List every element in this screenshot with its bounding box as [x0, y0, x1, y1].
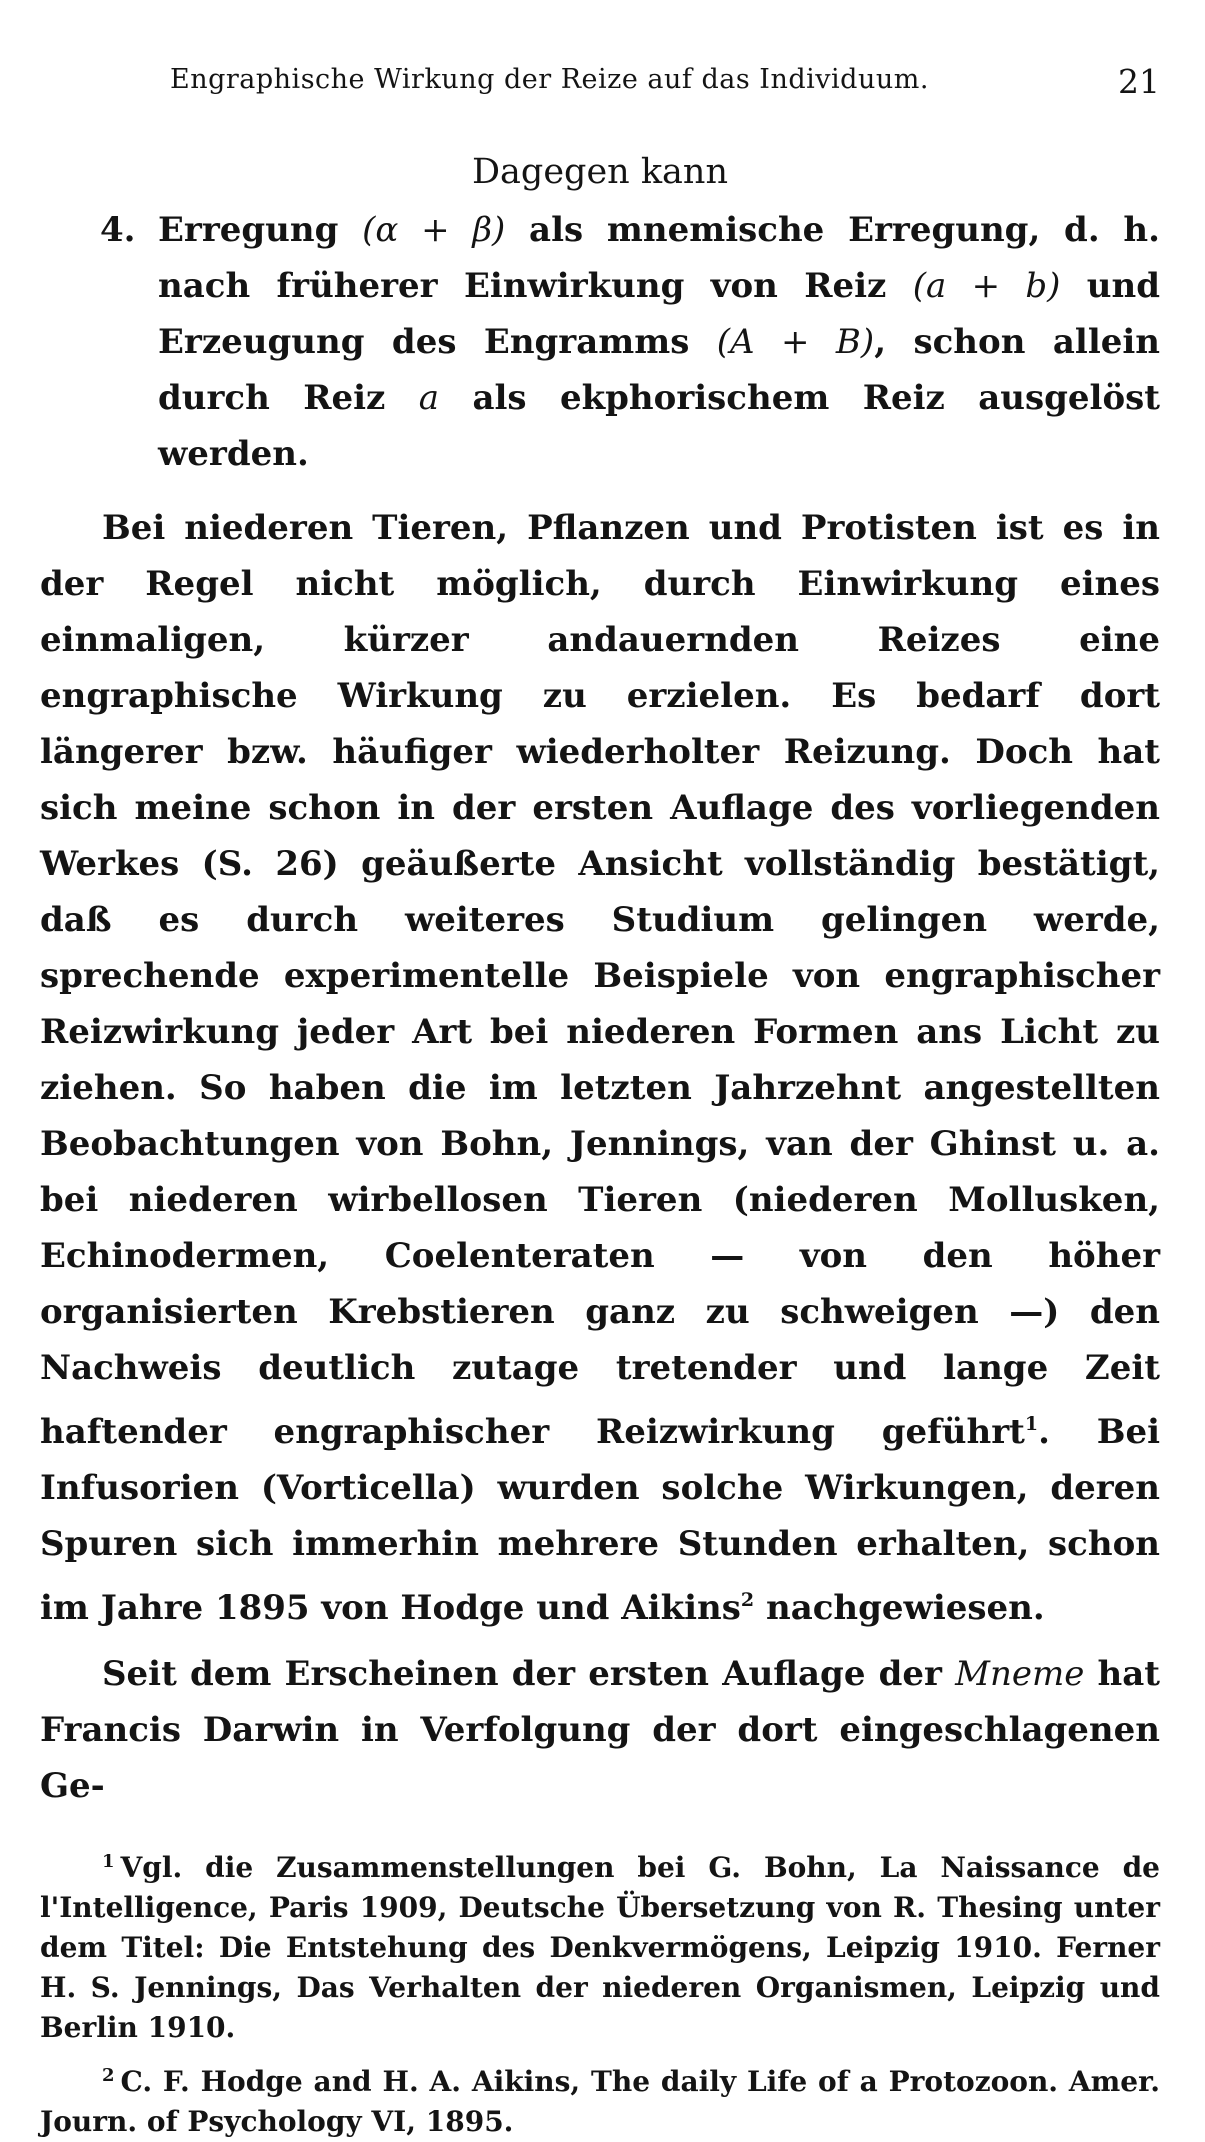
formula-excitation: (α + β): [362, 210, 506, 250]
item-number: 4.: [100, 210, 136, 250]
footnote-text: Vgl. die Zusammenstellungen bei G. Bohn, La Naissance de l'Intelligence, Paris 1909, Deutsche Übersetzung von R. Thesing unter dem Titel: Die Entstehung des Denkvermögens, Leipzig 1910. Ferner H. S. Jennings, Das Verhalten der niederen Organismen, Leipzig und Berlin 1910.: [40, 1851, 1160, 2044]
item-text: Erregung: [158, 210, 363, 250]
body-paragraph: [40, 500, 1160, 1636]
formula-stimulus-a: a: [418, 378, 440, 418]
item-text: als ekphorischem Reiz ausgelöst werden.: [158, 378, 1160, 474]
footnote: [40, 2056, 1160, 2142]
paragraph-text: Bei niederen Tieren, Pflanzen und Protisten ist es in der Regel nicht möglich, durch Einwirkung eines einmaligen, kürzer andauernden Reizes eine engraphische Wirkung zu erzielen. Es bedarf dort längerer bzw. häufiger wiederholter Reizung. Doch hat sich meine schon in der ersten Auflage des vorliegenden Werkes (S. 26) geäußerte Ansicht vollständig bestätigt, daß es durch weiteres Studium gelingen werde, sprechende experimentelle Beispiele von engraphischer Reizwirkung jeder Art bei niederen Formen ans Licht zu ziehen. So haben die im letzten Jahrzehnt angestellten Beobachtungen von Bohn, Jennings, van der Ghinst u. a. bei niederen wirbellosen Tieren (niederen Mollusken, Echinodermen, Coelenteraten — von den höher organisierten Krebstieren ganz zu schweigen —) den Nachweis deutlich zutage tretender und lange Zeit haftender engraphischer Reizwirkung geführt: [40, 508, 1160, 1452]
book-page: [40, 52, 1160, 2142]
footnote-ref-1: 1: [1024, 1413, 1039, 1435]
formula-stimulus: (a + b): [912, 266, 1061, 306]
paragraph-text: Seit dem Erscheinen der ersten Auflage der: [102, 1654, 956, 1694]
footnote-ref-2: 2: [740, 1589, 755, 1611]
footnote: [40, 1842, 1160, 2048]
running-header-title: Engraphische Wirkung der Reize auf das Individuum.: [170, 64, 929, 95]
running-header: [40, 52, 1160, 114]
intro-line: Dagegen kann: [472, 152, 728, 192]
paragraph-text: nachgewiesen.: [754, 1588, 1045, 1628]
paragraph-text: hat Francis Darwin in Verfolgung der dort eingeschlagenen Ge-: [40, 1654, 1160, 1806]
numbered-item: [40, 202, 1160, 482]
footnote-marker: 1: [102, 1851, 115, 1872]
paragraph-text: . Bei Infusorien (Vorticella) wurden solche Wirkungen, deren Spuren sich immerhin mehrere Stunden erhalten, schon im Jahre 1895 von Hodge und Aikins: [40, 1412, 1160, 1628]
italic-term: Mneme: [955, 1654, 1085, 1694]
body-paragraph: [40, 1646, 1160, 1814]
page-number: 21: [1118, 62, 1160, 101]
footnote-marker: 2: [102, 2065, 115, 2086]
item-text: , schon allein durch Reiz: [158, 322, 1160, 418]
footnote-separator: [40, 1814, 1160, 1834]
item-text: als mnemische Erregung, d. h. nach früherer Einwirkung von Reiz: [158, 210, 1160, 306]
item-text: und Erzeugung des Engramms: [158, 266, 1161, 362]
footnote-text: C. F. Hodge and H. A. Aikins, The daily Life of a Protozoon. Amer. Journ. of Psychology VI, 1895.: [40, 2065, 1160, 2138]
formula-engram: (A + B): [716, 322, 875, 362]
